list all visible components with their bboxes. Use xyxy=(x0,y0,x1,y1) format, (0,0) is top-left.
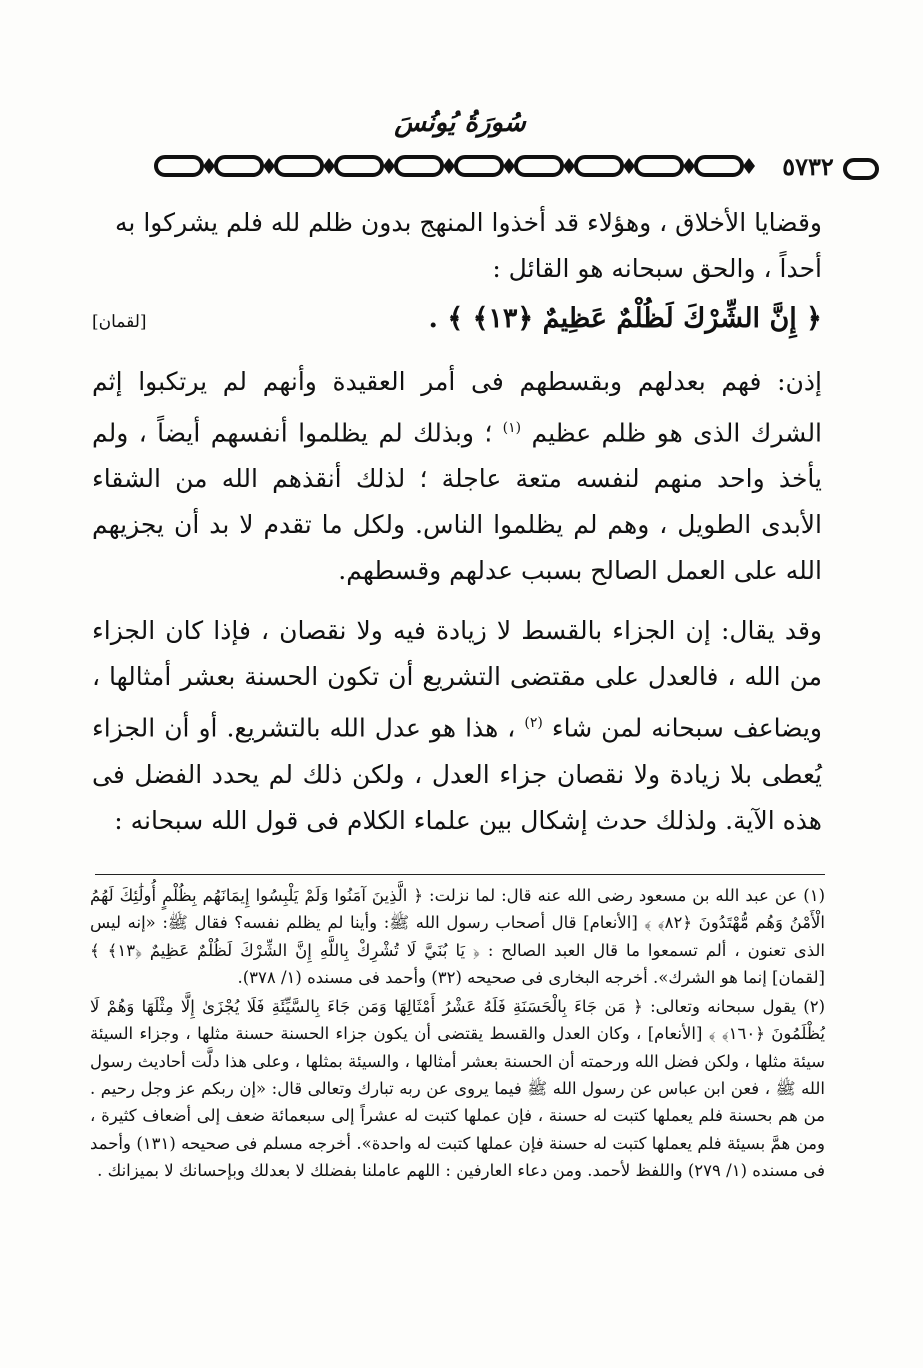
footnote-2: (٢) يقول سبحانه وتعالى: ﴿ مَن جَاءَ بِالْحَسَنَةِ فَلَهُ عَشْرُ أَمْثَالِهَا وَمَن جَاءَ بِالسَّيِّئَةِ فَلَا يُجْزَىٰ إِلَّا مِثْلَهَا وَهُمْ لَا يُظْلَمُونَ ﴿١٦٠﴾ ﴾ [الأنعام] ، وكان العدل والقسط يقتضى أن يكون جزاء الحسنة حسنة مثلها ، وجزاء السيئة سيئة مثلها ، ولكن فضل الله ورحمته أن الحسنة بعشر أمثالها ، والسيئة بمثلها ، وعلى هذا دلَّت أحاديث رسول الله ﷺ ، فعن ابن عباس عن رسول الله ﷺ فيما يروى عن ربه تبارك وتعالى قال: «إن ربكم عز وجل رحيم . من هم بحسنة فلم يعملها كتبت له حسنة ، فإن عملها كتبت له عشراً إلى سبعمائة ضعف إلى أضعاف كثيرة ، ومن همَّ بسيئة فلم يعملها كتبت له حسنة فإن عملها كتبت له واحدة». أخرجه مسلم فى صحيحه (١٣١) وأحمد فى مسنده (١/ ٢٧٩) واللفظ لأحمد. ومن دعاء العارفين : اللهم عاملنا بفضلك لا بعدلك وبإحسانك لا بميزانك . xyxy=(90,997,825,1180)
paragraph-2 xyxy=(92,359,822,594)
verse-reference: [لقمان] xyxy=(92,312,147,332)
header-ornament xyxy=(150,148,775,184)
ornament-link-icon xyxy=(842,156,880,182)
paragraph-3-text-a: وقد يقال: إن الجزاء بالقسط لا زيادة فيه ولا نقصان ، فإذا كان الجزاء من الله ، فالعدل على مقتضى التشريع أن تكون الحسنة بعشر أمثالها ، ويضاعف سبحانه لمن شاء xyxy=(92,616,822,743)
paragraph-2-text-b: ؛ وبذلك لم يظلموا أنفسهم أيضاً ، ولم يأخذ واحد منهم لنفسه متعة عاجلة ؛ لذلك أنقذهم الله من الشقاء الأبدى الطويل ، وهم لم يظلموا الناس. ولكل ما تقدم لا بد أن يجزيهم الله على العمل الصالح بسبب عدلهم وقسطهم. xyxy=(92,418,822,586)
footnotes xyxy=(90,882,825,1184)
ornament-chain-icon xyxy=(150,148,775,184)
paragraph-3 xyxy=(92,608,822,843)
footnote-divider xyxy=(95,874,825,875)
quran-verse: ﴿ إِنَّ الشِّرْكَ لَظُلْمٌ عَظِيمٌ ﴿١٣﴾ ﴾ . xyxy=(428,303,822,334)
verse-line xyxy=(92,296,822,345)
surah-title: سُورَةُ يُونُسَ xyxy=(394,108,526,138)
page-number: ٥٧٣٢ xyxy=(782,152,834,181)
ornament-end xyxy=(842,156,880,182)
paragraph-1-line-1: وقضايا الأخلاق ، وهؤلاء قد أخذوا المنهج بدون ظلم لله فلم يشركوا به xyxy=(115,208,822,237)
footnote-1: (١) عن عبد الله بن مسعود رضى الله عنه قال: لما نزلت: ﴿ الَّذِينَ آمَنُوا وَلَمْ يَلْبِسُوا إِيمَانَهُم بِظُلْمٍ أُولَٰئِكَ لَهُمُ الْأَمْنُ وَهُم مُّهْتَدُونَ ﴿٨٢﴾ ﴾ [الأنعام] قال أصحاب رسول الله ﷺ: وأينا لم يظلم نفسه؟ فقال ﷺ: «إنه ليس الذى تعنون ، ألم تسمعوا ما قال العبد الصالح : ﴿ يَا بُنَيَّ لَا تُشْرِكْ بِاللَّهِ إِنَّ الشِّرْكَ لَظُلْمٌ عَظِيمٌ ﴿١٣﴾ ﴾ [لقمان] إنما هو الشرك». أخرجه البخارى فى صحيحه (٣٢) وأحمد فى مسنده (١/ ٣٧٨). xyxy=(90,886,825,987)
footnote-marker-1: (١) xyxy=(502,420,522,436)
main-text xyxy=(92,200,822,844)
footnote-marker-2: (٢) xyxy=(524,715,543,732)
paragraph-3-text-b: ، هذا هو عدل الله بالتشريع. أو أن الجزاء يُعطى بلا زيادة ولا نقصان جزاء العدل ، ولكن ذلك لم يحدد الفضل فى هذه الآية. ولذلك حدث إشكال بين علماء الكلام فى قول الله سبحانه : xyxy=(92,713,822,835)
paragraph-2-text-a: إذن: فهم بعدلهم وبقسطهم فى أمر العقيدة وأنهم لم يرتكبوا إثم الشرك الذى هو ظلم عظيم xyxy=(92,367,823,448)
paragraph-1-line-2: أحداً ، والحق سبحانه هو القائل : xyxy=(492,254,822,283)
